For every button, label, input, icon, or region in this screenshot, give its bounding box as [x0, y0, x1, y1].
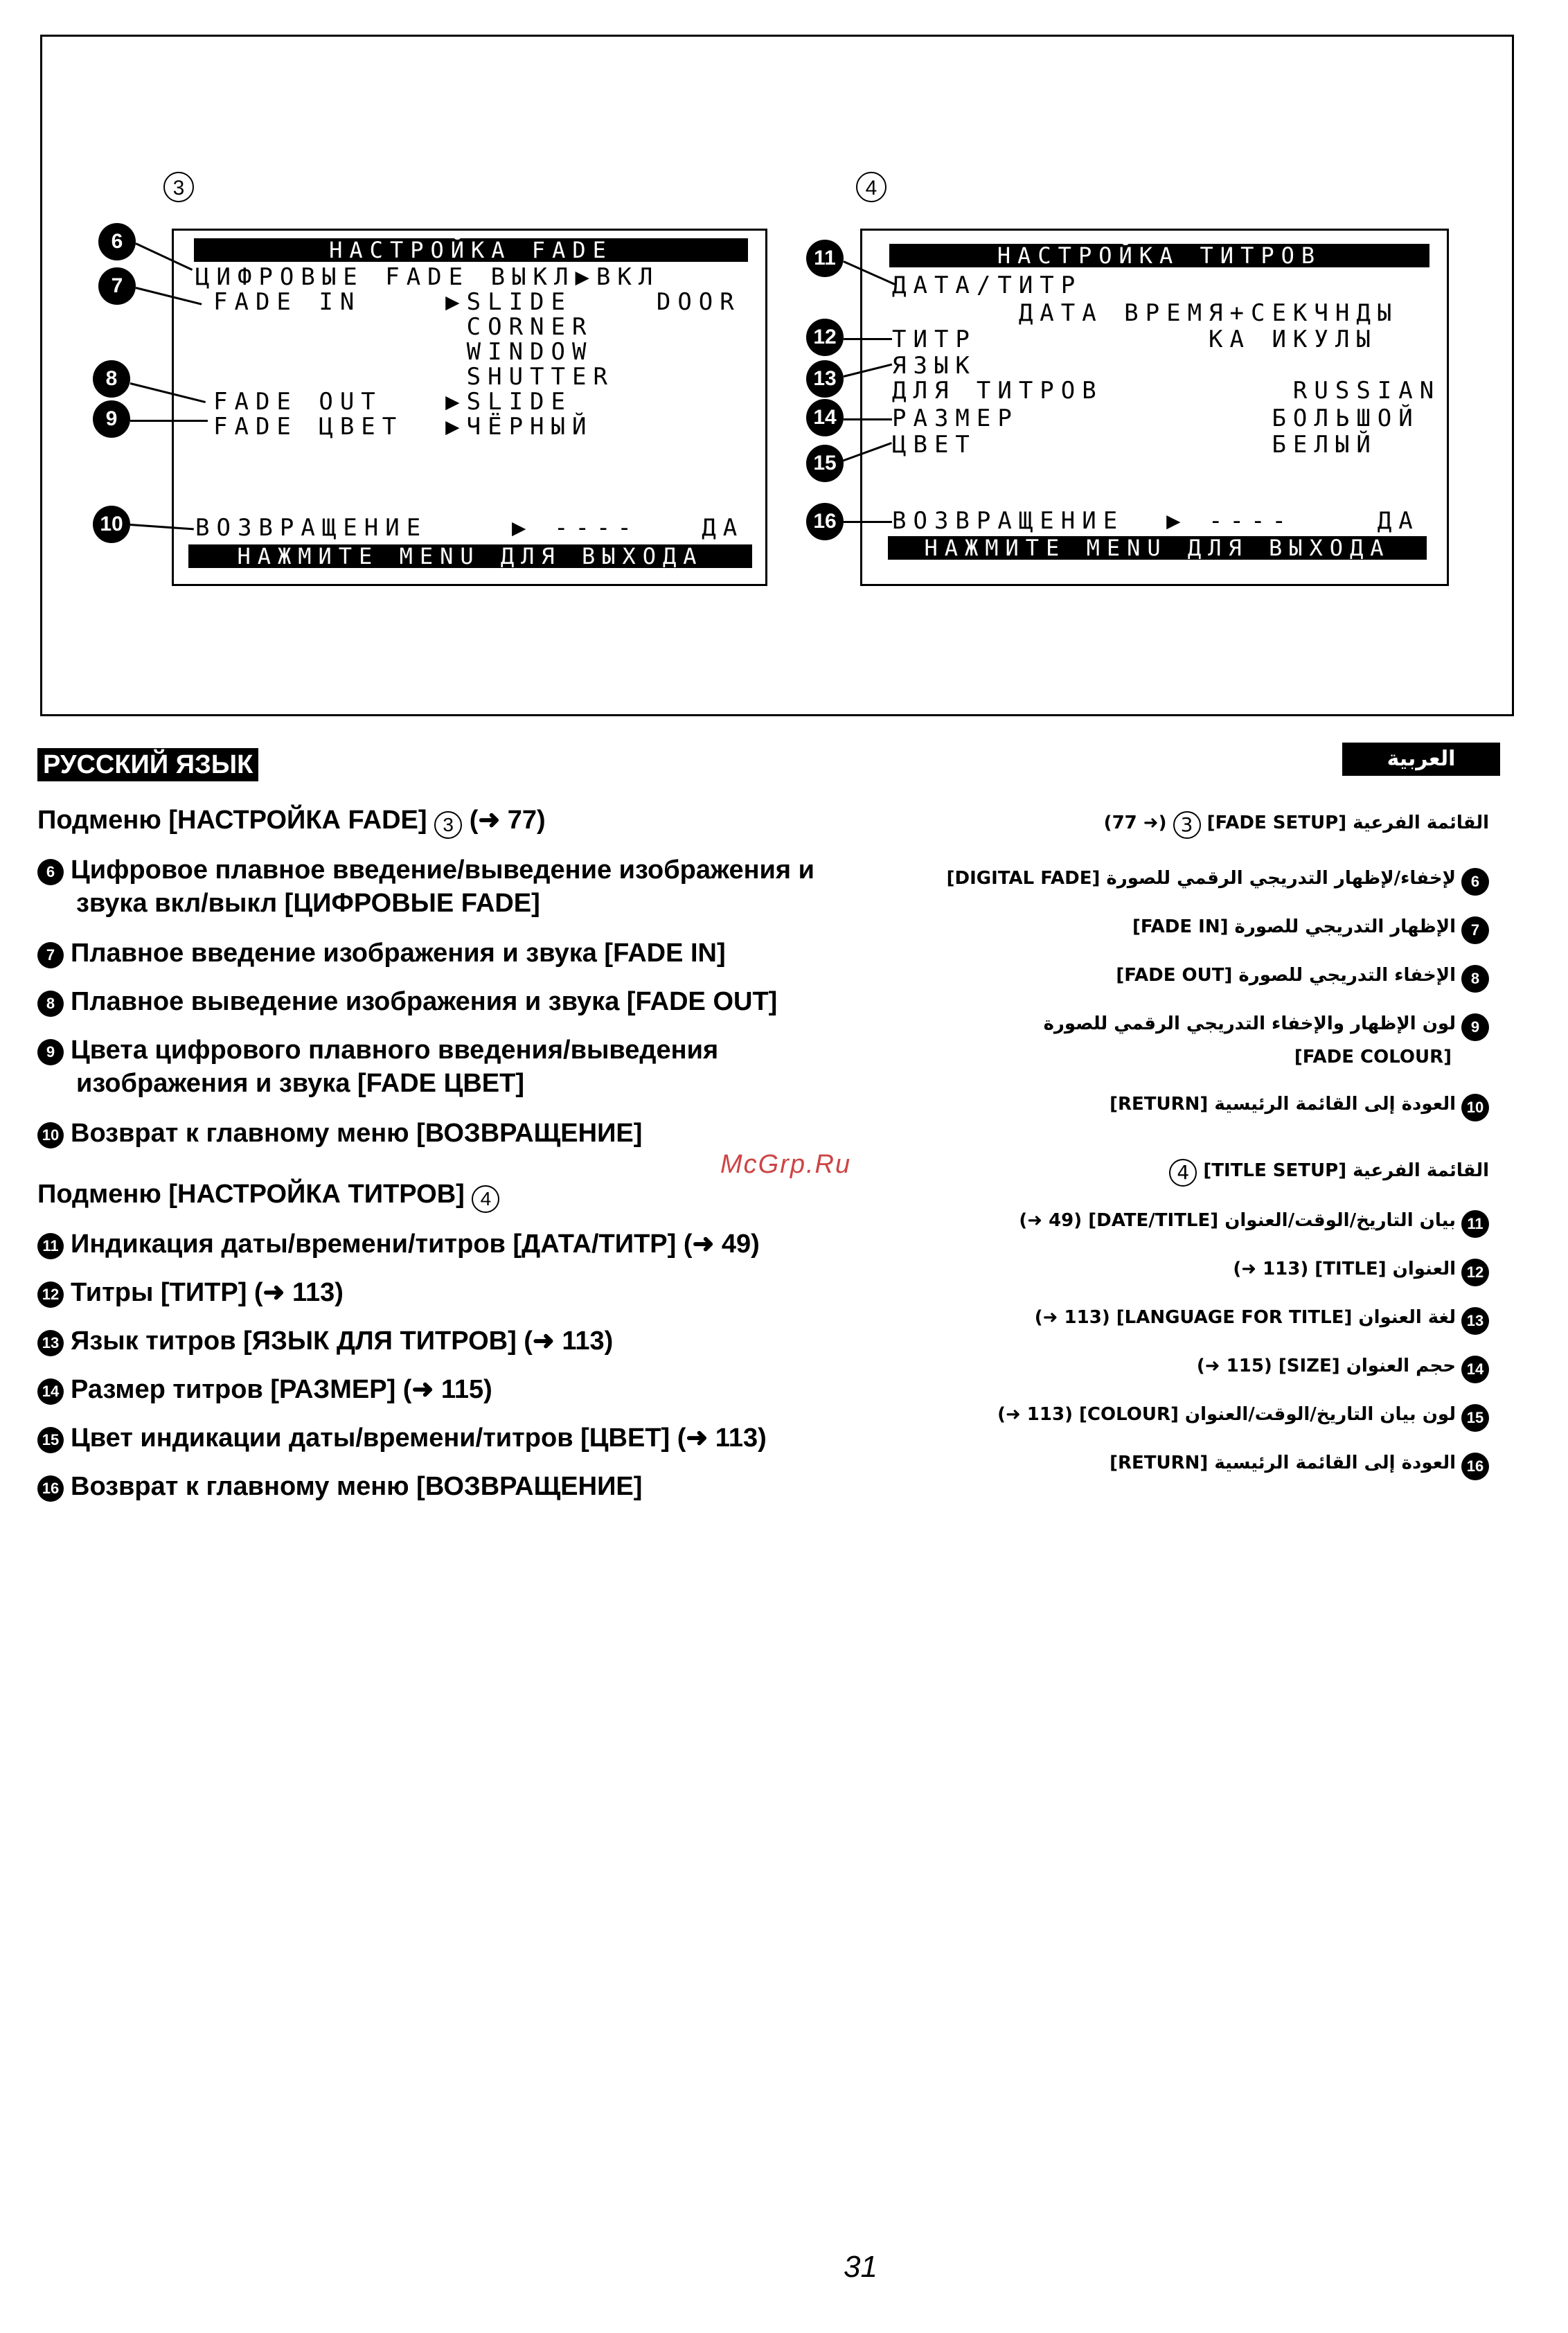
screen3-line-6: FADE OUT ▶SLIDE — [213, 388, 572, 416]
screen4-title: НАСТРОЙКА ТИТРОВ — [889, 244, 1429, 267]
screen3-line-7: FADE ЦВЕТ ▶ЧЁРНЫЙ — [213, 413, 594, 441]
arabic-item-14-text: حجم العنوان [SIZE] (115 ➜) — [1196, 1356, 1456, 1376]
russian-bullet-7: 7 — [37, 942, 64, 968]
arabic-sub1-title: القائمة الفرعية [FADE SETUP] — [1206, 813, 1489, 833]
russian-item-11 — [37, 1227, 760, 1261]
russian-sub1-indicator: 3 — [434, 811, 462, 839]
watermark: McGrp.Ru — [720, 1150, 852, 1179]
arabic-bullet-13: 13 — [1461, 1307, 1489, 1335]
callout-16: 16 — [806, 503, 844, 540]
arabic-item-6 — [727, 866, 1489, 896]
callout-9: 9 — [93, 400, 130, 438]
callout-13: 13 — [806, 360, 844, 398]
russian-bullet-8: 8 — [37, 991, 64, 1017]
russian-item-14-text: Размер титров [РАЗМЕР] (➜ 115) — [71, 1375, 492, 1404]
arabic-item-8 — [727, 963, 1489, 993]
arabic-header: العربية — [1342, 743, 1500, 776]
arabic-item-9 — [727, 1011, 1489, 1041]
screen4-return: ВОЗВРАЩЕНИЕ ▶ ---- ДА — [892, 507, 1420, 535]
screen3-footer: НАЖМИТЕ MENU ДЛЯ ВЫХОДА — [188, 544, 752, 568]
arabic-item-7-text: الإظهار التدريجي للصورة [FADE IN] — [1132, 916, 1456, 937]
russian-bullet-12: 12 — [37, 1281, 64, 1308]
arabic-item-9-text: لون الإظهار والإخفاء التدريجي الرقمي للصورة — [1043, 1013, 1456, 1034]
russian-item-8-text: Плавное выведение изображения и звука [FADE OUT] — [71, 987, 778, 1016]
arabic-bullet-16: 16 — [1461, 1453, 1489, 1480]
arabic-item-15 — [727, 1402, 1489, 1432]
arabic-bullet-7: 7 — [1461, 916, 1489, 944]
arabic-bullet-9: 9 — [1461, 1013, 1489, 1041]
arabic-bullet-11: 11 — [1461, 1210, 1489, 1238]
callout-14-line — [844, 418, 892, 420]
russian-item-7-text: Плавное введение изображения и звука [FADE IN] — [71, 939, 726, 968]
screen3-line-3: CORNER — [213, 313, 594, 341]
russian-bullet-16: 16 — [37, 1475, 64, 1502]
russian-item-9 — [37, 1034, 718, 1067]
russian-item-9-text: Цвета цифрового плавного введения/выведения — [71, 1036, 719, 1065]
russian-item-15 — [37, 1421, 767, 1455]
arabic-item-16-text: العودة إلى القائمة الرئيسية [RETURN] — [1110, 1453, 1456, 1473]
russian-sub2-indicator: 4 — [472, 1185, 499, 1213]
russian-item-9-cont: изображения и звука [FADE ЦВЕТ] — [76, 1069, 524, 1098]
russian-item-13-text: Язык титров [ЯЗЫК ДЛЯ ТИТРОВ] (➜ 113) — [71, 1327, 614, 1356]
arabic-item-13 — [727, 1305, 1489, 1335]
page-number: 31 — [844, 2250, 877, 2284]
arabic-bullet-8: 8 — [1461, 965, 1489, 993]
screen4-line-5: ДЛЯ ТИТРОВ RUSSIAN — [892, 377, 1441, 405]
russian-sub2-title: Подменю [НАСТРОЙКА ТИТРОВ] — [37, 1180, 465, 1209]
russian-item-10 — [37, 1117, 642, 1150]
arabic-sub1 — [727, 810, 1489, 839]
callout-12-line — [844, 338, 892, 340]
russian-item-8 — [37, 985, 777, 1018]
screen3-title: НАСТРОЙКА FADE — [194, 238, 748, 262]
callout-15: 15 — [806, 445, 844, 482]
callout-7: 7 — [98, 267, 136, 305]
arabic-item-12-text: العنوان [TITLE] (113 ➜) — [1233, 1259, 1456, 1279]
russian-item-15-text: Цвет индикации даты/времени/титров [ЦВЕТ] (➜ 113) — [71, 1423, 767, 1453]
screen3-line-1: ЦИФРОВЫЕ FADE ВЫКЛ▶ВКЛ — [195, 263, 660, 291]
screen4-line-7: ЦВЕТ БЕЛЫЙ — [892, 431, 1378, 459]
arabic-item-11 — [727, 1208, 1489, 1238]
russian-item-7 — [37, 937, 726, 970]
arabic-bullet-6: 6 — [1461, 868, 1489, 896]
arabic-sub1-ref: (➜ 77) — [1103, 813, 1167, 833]
arabic-item-7 — [727, 914, 1489, 944]
arabic-bullet-10: 10 — [1461, 1094, 1489, 1121]
russian-item-14 — [37, 1373, 492, 1406]
russian-bullet-13: 13 — [37, 1330, 64, 1356]
russian-item-10-text: Возврат к главному меню [ВОЗВРАЩЕНИЕ] — [71, 1119, 643, 1148]
callout-14: 14 — [806, 399, 844, 436]
arabic-sub2-indicator: 4 — [1169, 1159, 1197, 1187]
russian-item-16-text: Возврат к главному меню [ВОЗВРАЩЕНИЕ] — [71, 1472, 643, 1501]
arabic-item-6-text: لإخفاء/لإظهار التدريجي الرقمي للصورة [DIGITAL FADE] — [946, 868, 1456, 889]
screen3-line-2: FADE IN ▶SLIDE DOOR — [213, 288, 741, 316]
callout-16-line — [844, 521, 892, 523]
callout-12: 12 — [806, 319, 844, 356]
screen4-line-3: ТИТР КА ИКУЛЫ — [892, 326, 1378, 353]
russian-item-12 — [37, 1276, 344, 1309]
screen3-indicator: 3 — [163, 172, 194, 202]
arabic-sub2-title: القائمة الفرعية [TITLE SETUP] — [1203, 1160, 1489, 1181]
russian-bullet-15: 15 — [37, 1427, 64, 1453]
arabic-bullet-12: 12 — [1461, 1259, 1489, 1286]
callout-10: 10 — [93, 506, 130, 543]
arabic-item-16 — [727, 1451, 1489, 1480]
screen3-line-4: WINDOW — [213, 338, 594, 366]
arabic-item-13-text: لغة العنوان [LANGUAGE FOR TITLE] (113 ➜) — [1034, 1307, 1456, 1328]
arabic-item-9-cont: [FADE COLOUR] — [1294, 1047, 1452, 1067]
russian-bullet-14: 14 — [37, 1378, 64, 1405]
arabic-item-8-text: الإخفاء التدريجي للصورة [FADE OUT] — [1116, 965, 1456, 986]
screen4-line-4: ЯЗЫК — [892, 352, 977, 380]
arabic-bullet-15: 15 — [1461, 1404, 1489, 1432]
arabic-sub1-indicator: 3 — [1173, 811, 1201, 839]
arabic-item-11-text: بيان التاريخ/الوقت/العنوان [DATE/TITLE] (49 ➜) — [1019, 1210, 1456, 1231]
russian-item-6-cont: звука вкл/выкл [ЦИФРОВЫЕ FADE] — [76, 889, 540, 918]
russian-item-11-text: Индикация даты/времени/титров [ДАТА/ТИТР] (➜ 49) — [71, 1230, 760, 1259]
russian-header: РУССКИЙ ЯЗЫК — [37, 748, 258, 781]
russian-sub1 — [37, 804, 546, 839]
russian-bullet-11: 11 — [37, 1233, 64, 1259]
screen3-return: ВОЗВРАЩЕНИЕ ▶ ---- ДА — [195, 514, 745, 542]
russian-item-16 — [37, 1470, 642, 1503]
screen4-line-1: ДАТА/ТИТР — [892, 272, 1083, 299]
russian-sub1-ref: (➜ 77) — [469, 806, 546, 835]
russian-sub2 — [37, 1178, 499, 1213]
russian-item-13 — [37, 1324, 613, 1358]
callout-8: 8 — [93, 360, 130, 398]
callout-11: 11 — [806, 240, 844, 277]
arabic-item-10-text: العودة إلى القائمة الرئيسية [RETURN] — [1110, 1094, 1456, 1115]
screen4-indicator: 4 — [856, 172, 887, 202]
callout-6: 6 — [98, 223, 136, 260]
russian-bullet-10: 10 — [37, 1122, 64, 1148]
russian-bullet-6: 6 — [37, 859, 64, 885]
russian-sub1-title: Подменю [НАСТРОЙКА FADE] — [37, 806, 427, 835]
russian-item-6-text: Цифровое плавное введение/выведение изображения и — [71, 855, 814, 885]
arabic-item-14 — [727, 1354, 1489, 1383]
arabic-item-12 — [727, 1257, 1489, 1286]
arabic-bullet-14: 14 — [1461, 1356, 1489, 1383]
screen4-footer: НАЖМИТЕ MENU ДЛЯ ВЫХОДА — [888, 536, 1427, 560]
callout-9-line — [130, 420, 208, 422]
arabic-item-15-text: لون بيان التاريخ/الوقت/العنوان [COLOUR] (113 ➜) — [997, 1404, 1456, 1425]
screen3-line-5: SHUTTER — [213, 363, 614, 391]
russian-item-12-text: Титры [ТИТР] (➜ 113) — [71, 1278, 344, 1307]
screen4-line-2: ДАТА ВРЕМЯ+СЕКЧНДЫ — [892, 299, 1399, 327]
russian-bullet-9: 9 — [37, 1039, 64, 1065]
screen4-line-6: РАЗМЕР БОЛЬШОЙ — [892, 405, 1420, 432]
russian-item-6 — [37, 853, 814, 887]
arabic-item-10 — [727, 1092, 1489, 1121]
